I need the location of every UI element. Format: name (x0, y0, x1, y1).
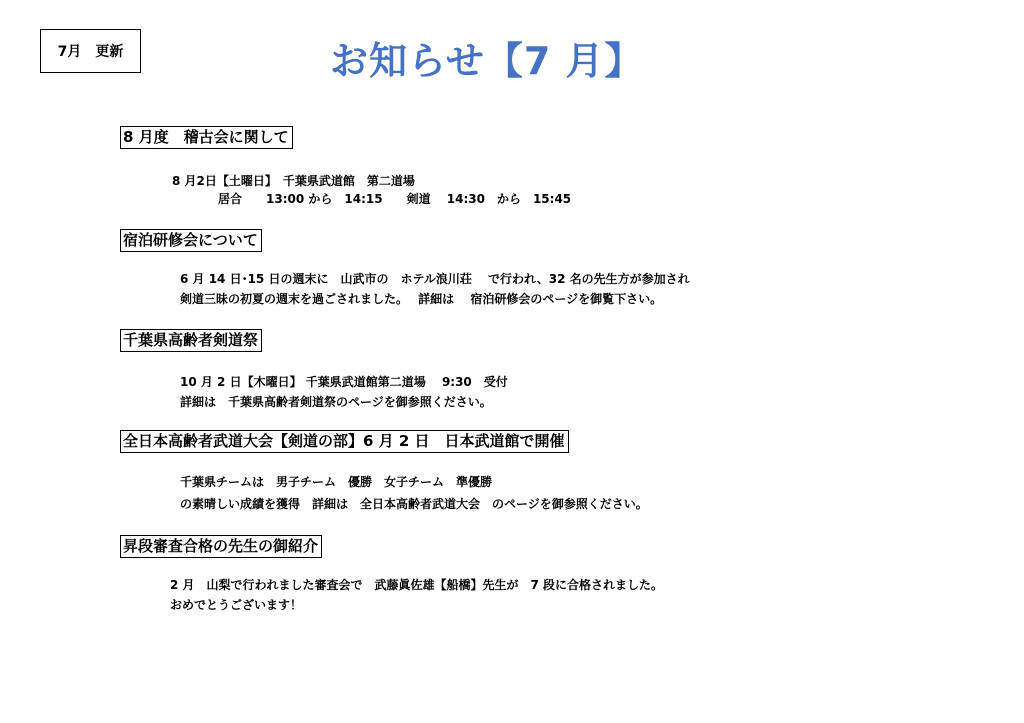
section-heading: 宿泊研修会について (120, 229, 262, 252)
section-body-line: の素晴しい成績を獲得 詳細は 全日本高齢者武道大会 のページを御参照ください。 (180, 497, 648, 511)
section-body-line: 千葉県チームは 男子チーム 優勝 女子チーム 準優勝 (180, 475, 493, 489)
section-body-line: 6 月 14 日･15 日の週末に 山武市の ホテル浪川荘 で行われ、32 名の先生方が参加され (180, 272, 690, 286)
section-heading: 千葉県高齢者剣道祭 (120, 329, 262, 352)
section-body-line: おめでとうございます！ (170, 598, 303, 612)
section-heading: 全日本高齢者武道大会【剣道の部】6 月 2 日 日本武道館で開催 (120, 430, 569, 453)
section-heading: 昇段審査合格の先生の御紹介 (120, 535, 322, 558)
section-body-line: 剣道三昧の初夏の週末を過ごされました。 詳細は 宿泊研修会のページを御覧下さい。 (180, 292, 663, 306)
section-body-line: 8 月2日【土曜日】 千葉県武道館 第二道場 (172, 174, 415, 188)
section-body-line: 詳細は 千葉県高齢者剣道祭のページを御参照ください。 (180, 395, 492, 409)
section-body-line: 居合 13:00 から 14:15 剣道 14:30 から 15:45 (218, 192, 572, 206)
section-heading: 8 月度 稽古会に関して (120, 126, 293, 149)
update-label: 7月 更新 (40, 29, 141, 73)
section-body-line: 2 月 山梨で行われました審査会で 武藤眞佐雄【船橋】先生が 7 段に合格されました。 (170, 578, 664, 592)
page-title: お知らせ【7 月】 (330, 39, 644, 83)
section-body-line: 10 月 2 日【木曜日】 千葉県武道館第二道場 9:30 受付 (180, 375, 508, 389)
